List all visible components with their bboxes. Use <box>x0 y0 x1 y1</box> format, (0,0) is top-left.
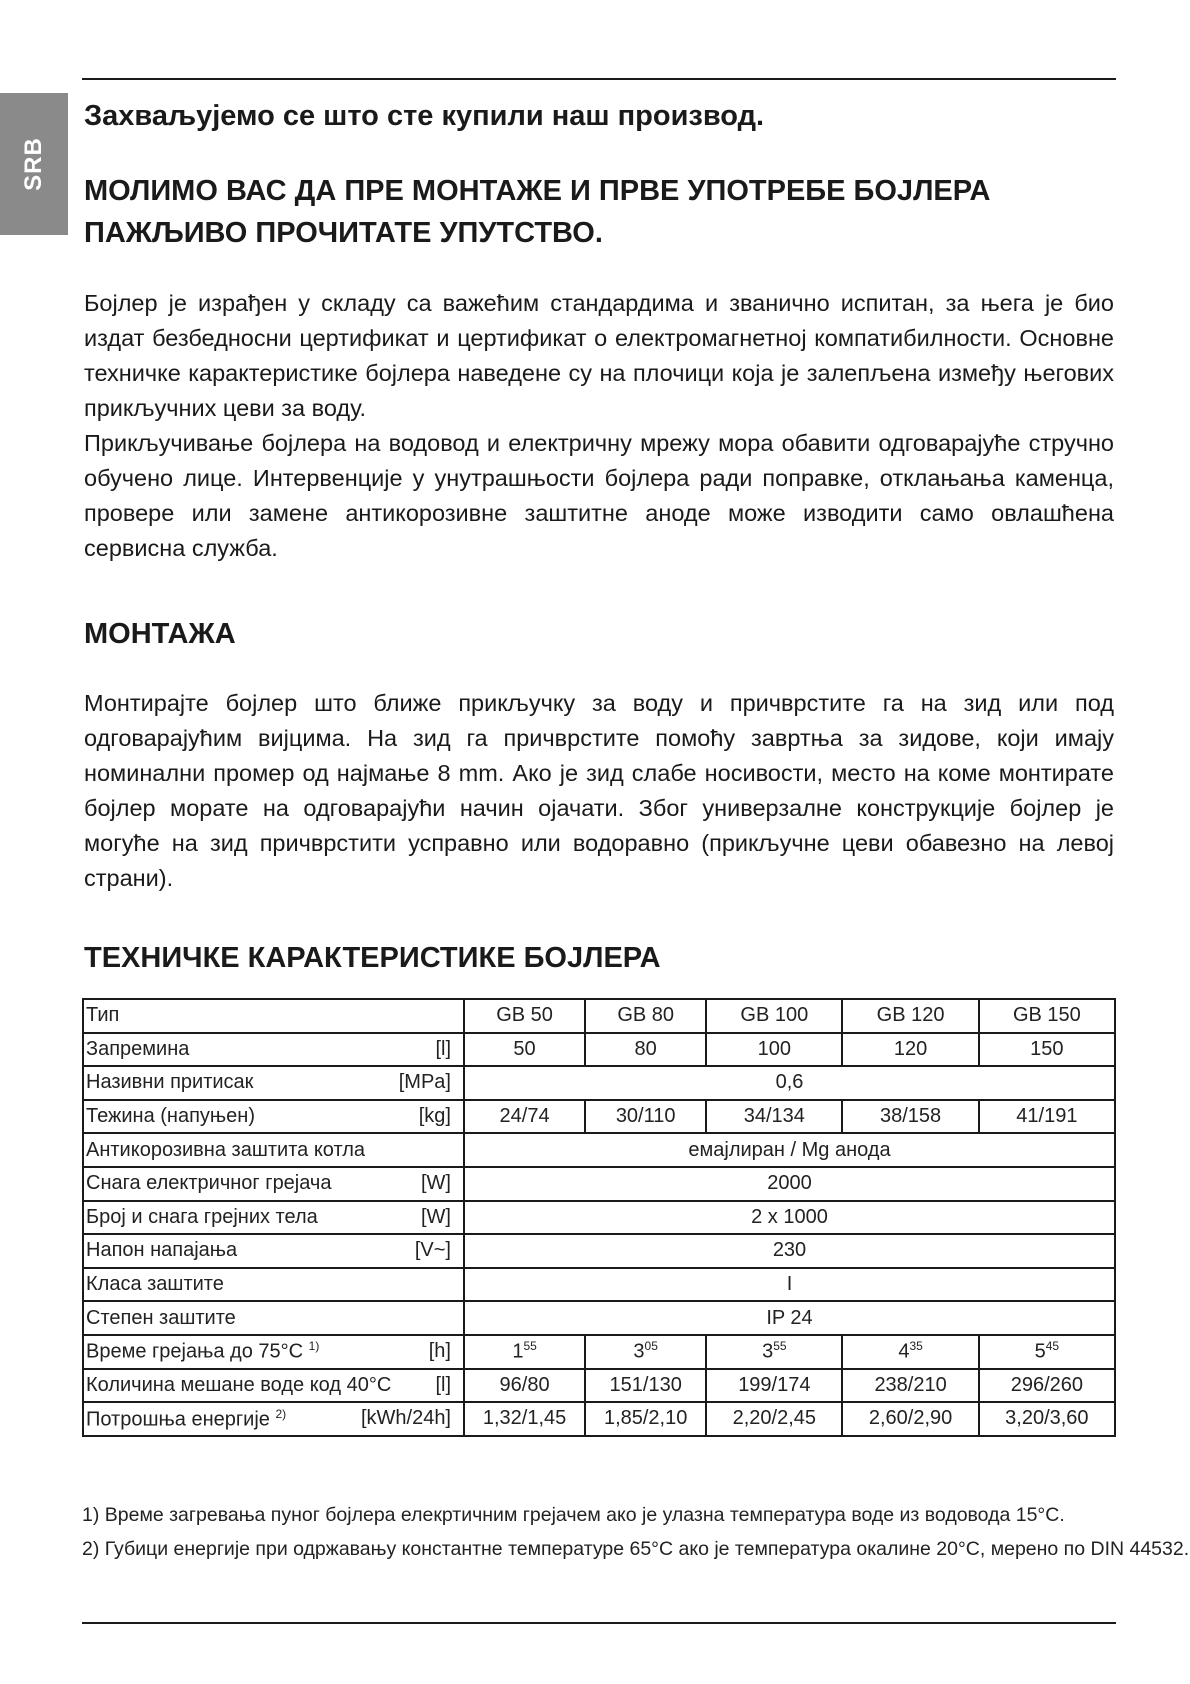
row-value: 151/130 <box>585 1369 706 1403</box>
value-minutes: 05 <box>644 1339 658 1354</box>
row-label: Тежина (напуњен) <box>86 1105 256 1128</box>
row-unit: [kg] <box>418 1105 451 1128</box>
row-value-merged: 230 <box>464 1234 1115 1268</box>
row-label-wrap <box>86 1239 455 1262</box>
table-row <box>83 1234 1115 1268</box>
value-hours: 5 <box>1034 1341 1046 1364</box>
row-value: 238/210 <box>842 1369 978 1403</box>
row-label-group <box>86 1407 286 1432</box>
row-label: Време грејања до 75°C <box>86 1341 304 1364</box>
row-value: 80 <box>585 1033 706 1067</box>
row-value-merged: I <box>464 1268 1115 1302</box>
table-row <box>83 1268 1115 1302</box>
table-header-row <box>83 999 1115 1033</box>
row-label-cell <box>83 1066 464 1100</box>
row-label: Антикорозивна заштита котла <box>86 1138 365 1161</box>
row-label: Количина мешане воде код 40°C <box>86 1373 392 1396</box>
specs-table <box>82 998 1116 1437</box>
table-row <box>83 1201 1115 1235</box>
model-header: GB 150 <box>979 999 1115 1033</box>
row-value: 296/260 <box>979 1369 1115 1403</box>
row-label-cell <box>83 1201 464 1235</box>
row-unit: [V~] <box>414 1239 451 1262</box>
table-row <box>83 1133 1115 1167</box>
row-label-group <box>86 1139 365 1162</box>
row-value <box>464 1335 585 1369</box>
row-label: Потрошња енергије <box>86 1408 270 1431</box>
row-label-wrap <box>86 1339 455 1364</box>
value-hours: 1 <box>512 1341 524 1364</box>
row-label-wrap <box>86 1071 455 1094</box>
row-value <box>842 1335 978 1369</box>
language-tab <box>0 93 68 235</box>
row-value: 150 <box>979 1033 1115 1067</box>
row-label-cell <box>83 1033 464 1067</box>
value-minutes: 55 <box>773 1339 787 1354</box>
row-value: 38/158 <box>842 1100 978 1134</box>
language-tab-label: SRB <box>20 137 47 191</box>
row-label-cell <box>83 1100 464 1134</box>
footnote-1: 1) Време загревања пуног бојлера елекртичним грејачем ако је улазна температура воде из водовода 15°C. <box>82 1504 1065 1526</box>
row-label-group <box>86 1038 189 1061</box>
footnote-ref: 1) <box>308 1339 320 1354</box>
row-unit: [h] <box>428 1340 451 1363</box>
row-label-wrap <box>86 1273 455 1296</box>
row-value-merged: IP 24 <box>464 1301 1115 1335</box>
table-row <box>83 1335 1115 1369</box>
value-minutes: 55 <box>523 1339 537 1354</box>
value-minutes: 35 <box>909 1339 923 1354</box>
montage-paragraph: Монтирајте бојлер што ближе прикључку за воду и причврстите га на зид или под одговарајућим вијцима. На зид га причврстите помоћу завртња за зидове, који имају номинални промер од најмање 8 mm. Ако је зид слабе носивости, место на коме монтирате бојлер морате на одговарајући начин ојачати. Због универзалне конструкције бојлер је могуће на зид причврстити усправно или водоравно (прикључне цеви обавезно на левој страни). <box>84 690 1114 891</box>
row-value: 1,85/2,10 <box>585 1402 706 1436</box>
value-hours: 3 <box>762 1341 774 1364</box>
row-label-group <box>86 1339 319 1364</box>
row-label-group <box>86 1172 331 1195</box>
row-unit: [kWh/24h] <box>360 1407 451 1430</box>
row-unit: [MPa] <box>398 1071 451 1094</box>
row-value: 96/80 <box>464 1369 585 1403</box>
row-label-group <box>86 1239 237 1262</box>
row-label-wrap <box>86 1105 455 1128</box>
model-header: GB 80 <box>585 999 706 1033</box>
tech-heading: ТЕХНИЧКЕ КАРАКТЕРИСТИКЕ БОЈЛЕРА <box>84 942 661 974</box>
row-label-group <box>86 1105 255 1128</box>
row-value-merged: 2000 <box>464 1167 1115 1201</box>
row-label-group <box>86 1307 236 1330</box>
row-label: Снага електричног грејача <box>86 1172 332 1195</box>
row-label: Напон напајања <box>86 1239 238 1262</box>
row-value: 1,32/1,45 <box>464 1402 585 1436</box>
row-value <box>706 1335 842 1369</box>
row-label-cell <box>83 1268 464 1302</box>
header-label-cell <box>83 999 464 1033</box>
montage-section <box>84 686 1114 896</box>
bottom-divider <box>82 1622 1116 1624</box>
montage-heading: МОНТАЖА <box>84 618 236 650</box>
row-label-cell <box>83 1234 464 1268</box>
row-label-cell <box>83 1301 464 1335</box>
row-value: 30/110 <box>585 1100 706 1134</box>
row-label-wrap <box>86 1206 455 1229</box>
model-header: GB 120 <box>842 999 978 1033</box>
row-value: 50 <box>464 1033 585 1067</box>
row-unit: [W] <box>421 1205 451 1228</box>
row-unit: [l] <box>435 1037 451 1060</box>
row-value-merged: 0,6 <box>464 1066 1115 1100</box>
row-label-wrap <box>86 1307 455 1330</box>
row-value: 120 <box>842 1033 978 1067</box>
model-header: GB 50 <box>464 999 585 1033</box>
row-value-merged: 2 x 1000 <box>464 1201 1115 1235</box>
row-value <box>979 1335 1115 1369</box>
row-label-wrap <box>86 1139 455 1162</box>
row-value: 24/74 <box>464 1100 585 1134</box>
row-label: Степен заштите <box>86 1306 236 1329</box>
intro-section <box>84 286 1114 566</box>
row-label-wrap <box>86 1407 455 1432</box>
row-label-group <box>86 1071 253 1094</box>
row-label: Називни притисак <box>86 1071 254 1094</box>
footnote-2: 2) Губици енергије при одржавању константне температуре 65°C ако је температура окалине 20°C, мерено по DIN 44532. <box>82 1538 1190 1560</box>
intro-paragraph-2: Прикључивање бојлера на водовод и електричну мрежу мора обавити одговарајуће стручно обучено лице. Интервенције у унутрашњости бојлера ради поправке, отклањања каменца, провере или замене антикорозивне заштитне аноде може изводити само овлашћена сервисна служба. <box>84 430 1114 561</box>
model-header: GB 100 <box>706 999 842 1033</box>
row-value: 34/134 <box>706 1100 842 1134</box>
row-label-group <box>86 1374 391 1397</box>
row-value: 3,20/3,60 <box>979 1402 1115 1436</box>
row-value: 100 <box>706 1033 842 1067</box>
row-label: Број и снага грејних тела <box>86 1205 318 1228</box>
intro-paragraph-1: Бојлер је израђен у складу са важећим стандардима и званично испитан, за њега је био издат безбедносни цертификат и цертификат о електромагнетној компатибилности. Основне техничке карактеристике бојлера наведене су на плочици која је залепљена између његових прикључних цеви за воду. <box>84 290 1114 421</box>
row-unit: [l] <box>435 1373 451 1396</box>
row-label-cell <box>83 1402 464 1436</box>
row-label: Класа заштите <box>86 1273 224 1296</box>
table-row <box>83 1402 1115 1436</box>
warning-heading: МОЛИМО ВАС ДА ПРЕ МОНТАЖЕ И ПРВЕ УПОТРЕБЕ БОЈЛЕРА ПАЖЉИВО ПРОЧИТАТЕ УПУТСТВО. <box>84 175 991 249</box>
header-label: Тип <box>86 1004 120 1027</box>
table-row <box>83 1033 1115 1067</box>
row-value: 2,20/2,45 <box>706 1402 842 1436</box>
top-divider <box>82 78 1116 80</box>
footnote-ref: 2) <box>275 1406 287 1421</box>
row-label-cell <box>83 1133 464 1167</box>
table-row <box>83 1100 1115 1134</box>
value-hours: 4 <box>898 1341 910 1364</box>
row-label-group <box>86 1273 224 1296</box>
table-row <box>83 1301 1115 1335</box>
table-row <box>83 1369 1115 1403</box>
value-minutes: 45 <box>1045 1339 1060 1354</box>
footnotes <box>82 1498 1190 1566</box>
row-value <box>585 1335 706 1369</box>
row-label-cell <box>83 1335 464 1369</box>
table-row <box>83 1167 1115 1201</box>
row-value: 41/191 <box>979 1100 1115 1134</box>
row-unit: [W] <box>421 1172 451 1195</box>
row-label: Запремина <box>86 1037 190 1060</box>
row-value: 2,60/2,90 <box>842 1402 978 1436</box>
row-label-group <box>86 1206 318 1229</box>
row-value: 199/174 <box>706 1369 842 1403</box>
row-label-cell <box>83 1369 464 1403</box>
specs-table-body <box>83 999 1115 1436</box>
row-label-wrap <box>86 1374 455 1397</box>
thanks-heading: Захваљујемо се што сте купили наш производ. <box>84 100 765 132</box>
row-label-cell <box>83 1167 464 1201</box>
table-row <box>83 1066 1115 1100</box>
row-value-merged: емајлиран / Mg анода <box>464 1133 1115 1167</box>
document-body <box>84 96 1114 978</box>
value-hours: 3 <box>633 1341 645 1364</box>
row-label-wrap <box>86 1038 455 1061</box>
row-label-wrap <box>86 1172 455 1195</box>
